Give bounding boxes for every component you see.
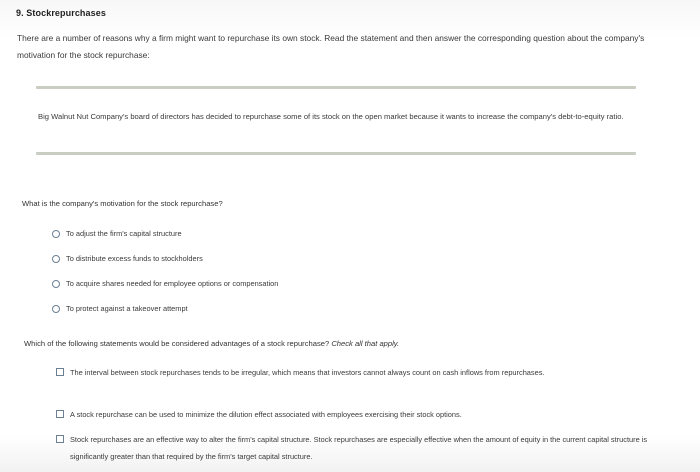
motivation-option-capital-structure[interactable] bbox=[52, 229, 182, 238]
motivation-option-takeover[interactable] bbox=[52, 304, 188, 313]
option-label: To distribute excess funds to stockholders bbox=[66, 254, 203, 263]
motivation-option-employee-options[interactable] bbox=[52, 279, 278, 288]
option-label: To adjust the firm's capital structure bbox=[66, 229, 182, 238]
statement-divider-top bbox=[36, 86, 636, 89]
question2-prompt bbox=[24, 339, 399, 348]
advantage-option-dilution[interactable] bbox=[56, 406, 676, 423]
checkbox-icon[interactable] bbox=[56, 435, 64, 443]
question2-text: Which of the following statements would be considered advantages of a stock repurchase? bbox=[24, 339, 330, 348]
radio-button-icon[interactable] bbox=[52, 230, 60, 238]
statement-text: Big Walnut Nut Company's board of directors has decided to repurchase some of its stock on the open market because it wants to increase the company's debt-to-equity ratio. bbox=[38, 112, 624, 121]
motivation-option-distribute-funds[interactable] bbox=[52, 254, 203, 263]
option-label: The interval between stock repurchases tends to be irregular, which means that investors cannot always count on cash inflows from repurchases. bbox=[70, 368, 545, 377]
radio-button-icon[interactable] bbox=[52, 255, 60, 263]
instructions-text: There are a number of reasons why a firm might want to repurchase its own stock. Read the statement and then answer the corresponding question about the company's motivation for the stock repurchase: bbox=[17, 33, 645, 60]
radio-button-icon[interactable] bbox=[52, 305, 60, 313]
advantage-option-irregular-interval[interactable] bbox=[56, 364, 676, 381]
question1-prompt: What is the company's motivation for the stock repurchase? bbox=[22, 199, 223, 208]
statement-divider-bottom bbox=[36, 152, 636, 155]
checkbox-icon[interactable] bbox=[56, 368, 64, 376]
radio-button-icon[interactable] bbox=[52, 280, 60, 288]
checkbox-icon[interactable] bbox=[56, 410, 64, 418]
option-label: To protect against a takeover attempt bbox=[66, 304, 188, 313]
question2-hint: Check all that apply. bbox=[331, 339, 400, 348]
option-label: A stock repurchase can be used to minimize the dilution effect associated with employees exercising their stock options. bbox=[70, 410, 462, 419]
option-label: To acquire shares needed for employee options or compensation bbox=[66, 279, 279, 288]
advantage-option-capital-structure[interactable] bbox=[56, 431, 676, 465]
option-label: Stock repurchases are an effective way to alter the firm's capital structure. Stock repurchases are especially effective when the amount of equity in the current capital structure is significantly greater than that required by the firm's target capital structure. bbox=[70, 435, 648, 461]
question-title: 9. Stockrepurchases bbox=[16, 8, 106, 18]
